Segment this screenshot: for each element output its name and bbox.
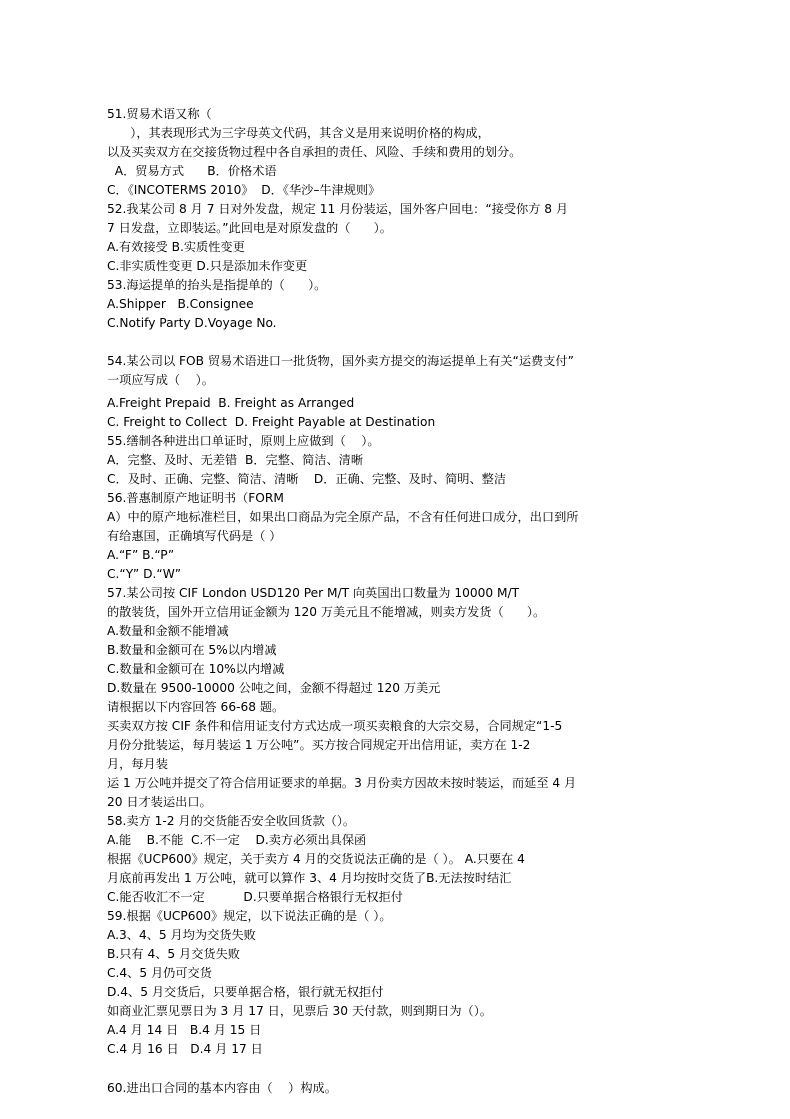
text-line: 60.进出口合同的基本内容由（ ）构成。 <box>107 1081 337 1095</box>
text-line: 7 日发盘，立即装运。”此回电是对原发盘的（ ）。 <box>107 221 392 235</box>
text-line: A.有效接受 B.实质性变更 <box>107 240 245 254</box>
text-line: C.能否收汇不一定 D.只要单据合格银行无权拒付 <box>107 890 403 904</box>
text-line: B.数量和金额可在 5%以内增减 <box>107 643 277 657</box>
text-line: 请根据以下内容回答 66-68 题。 <box>107 700 285 714</box>
text-line: 52.我某公司 8 月 7 日对外发盘，规定 11 月份装运，国外客户回电：“接受你方 8 月 <box>107 202 569 216</box>
text-line: 有给惠国，正确填写代码是（ ） <box>107 529 282 543</box>
text-line: 55.缮制各种进出口单证时，原则上应做到（ ）。 <box>107 434 380 448</box>
text-line: A.3、4、5 月均为交货失败 <box>107 928 256 942</box>
text-line: C.Notify Party D.Voyage No. <box>107 316 277 330</box>
text-line: 51.贸易术语又称（ <box>107 107 212 121</box>
text-line: B.只有 4、5 月交货失败 <box>107 947 240 961</box>
text-line: C. Freight to Collect D. Freight Payable at Destination <box>107 415 436 429</box>
text-line: A．完整、及时、无差错 B．完整、简洁、清晰 <box>107 453 364 467</box>
text-line: 59.根据《UCP600》规定，以下说法正确的是（ ）。 <box>107 909 392 923</box>
text-line: A．贸易方式 B．价格术语 <box>107 164 277 178</box>
text-line: 一项应写成（ ）。 <box>107 373 214 387</box>
text-line: D.4、5 月交货后，只要单据合格，银行就无权拒付 <box>107 985 384 999</box>
text-line: 买卖双方按 CIF 条件和信用证支付方式达成一项买卖粮食的大宗交易，合同规定“1-5 <box>107 719 563 733</box>
text-line: A.“F” B.“P” <box>107 548 175 562</box>
text-line: 月份分批装运，每月装运 1 万公吨”。买方按合同规定开出信用证，卖方在 1-2 <box>107 738 531 752</box>
text-line: A）中的原产地标准栏目，如果出口商品为完全原产品，不含有任何进口成分，出口到所 <box>107 510 579 524</box>
text-line: 根据《UCP600》规定，关于卖方 4 月的交货说法正确的是（ ）。 A.只要在 4 <box>107 852 525 866</box>
text-line: A.数量和金额不能增减 <box>107 624 229 638</box>
text-line: C.4 月 16 日 D.4 月 17 日 <box>107 1042 263 1056</box>
text-line: A.4 月 14 日 B.4 月 15 日 <box>107 1023 262 1037</box>
text-line: 53.海运提单的抬头是指提单的（ ）。 <box>107 278 327 292</box>
text-line: ），其表现形式为三字母英文代码，其含义是用来说明价格的构成， <box>107 126 490 140</box>
text-line: 57.某公司按 CIF London USD120 Per M/T 向英国出口数量为 10000 M/T <box>107 586 520 600</box>
text-line: C.“Y” D.“W” <box>107 567 182 581</box>
text-line: C．《INCOTERMS 2010》 D．《华沙–牛津规则》 <box>107 183 381 197</box>
text-line: 的散装货，国外开立信用证金额为 120 万美元且不能增减，则卖方发货（ ）。 <box>107 605 546 619</box>
text-line: C.数量和金额可在 10%以内增减 <box>107 662 285 676</box>
text-line: 20 日才装运出口。 <box>107 795 212 809</box>
text-line: A.Shipper B.Consignee <box>107 297 254 311</box>
text-line: D.数量在 9500-10000 公吨之间，金额不得超过 120 万美元 <box>107 681 441 695</box>
text-line: 以及买卖双方在交接货物过程中各自承担的责任、风险、手续和费用的划分。 <box>107 145 522 159</box>
text-line: A.Freight Prepaid B. Freight as Arranged <box>107 396 355 410</box>
text-line: 56.普惠制原产地证明书（FORM <box>107 491 284 505</box>
text-line: C.非实质性变更 D.只是添加未作变更 <box>107 259 308 273</box>
text-line: C．及时、正确、完整、简洁、清晰 D．正确、完整、及时、简明、整洁 <box>107 472 507 486</box>
text-line: 运 1 万公吨并提交了符合信用证要求的单据。3 月份卖方因故未按时装运，而延至 4 月 <box>107 776 577 790</box>
text-line: A.能 B.不能 C.不一定 D.卖方必须出具保函 <box>107 833 367 847</box>
text-line: 58.卖方 1-2 月的交货能否安全收回货款（）。 <box>107 814 356 828</box>
text-line: 月底前再发出 1 万公吨，就可以算作 3、4 月均按时交货了B.无法按时结汇 <box>107 871 512 885</box>
text-line: C.4、5 月仍可交货 <box>107 966 212 980</box>
text-line: 如商业汇票见票日为 3 月 17 日，见票后 30 天付款，则到期日为（）。 <box>107 1004 492 1018</box>
text-line: 月，每月装 <box>107 757 168 771</box>
text-line: 54.某公司以 FOB 贸易术语进口一批货物，国外卖方提交的海运提单上有关“运费支付” <box>107 354 574 368</box>
